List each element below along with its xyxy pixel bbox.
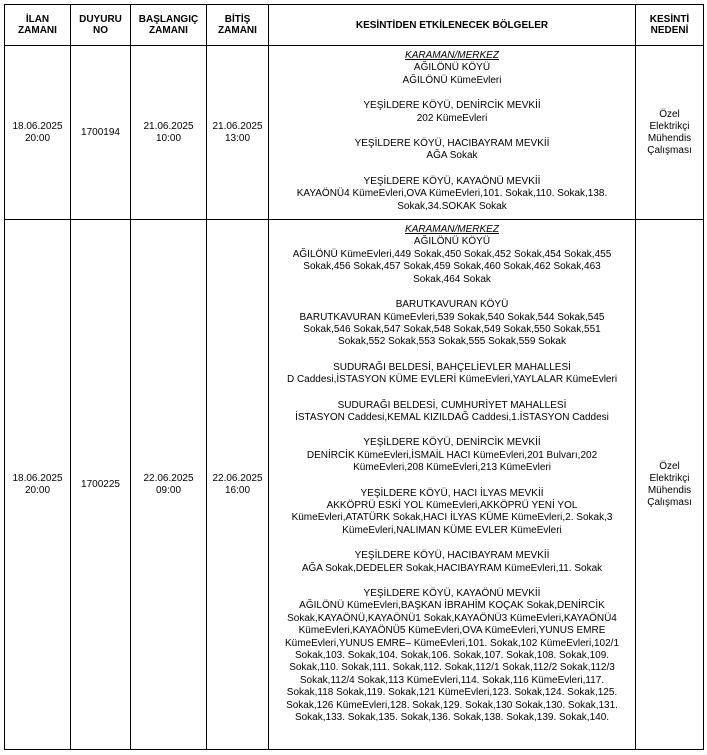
header-bitis-zamani: BİTİŞ ZAMANI xyxy=(207,5,269,46)
header-kesinti-nedeni: KESİNTİ NEDENİ xyxy=(636,5,704,46)
region-detail-line: Sokak,110. Sokak,111. Sokak,112. Sokak,112/1 Sokak,112/2 Sokak,112/3 xyxy=(289,662,615,674)
outage-table xyxy=(4,4,704,750)
region-detail-line: Sokak,118 Sokak,119. Sokak,121 KümeEvleri,123. Sokak,124. Sokak,125. xyxy=(286,687,618,699)
region-heading: SUDURAĞI BELDESİ, CUMHURİYET MAHALLESİ xyxy=(337,399,567,411)
region-heading: SUDURAĞI BELDESİ, BAHÇELİEVLER MAHALLESİ xyxy=(333,361,571,373)
region-detail-line: 202 KümeEvleri xyxy=(416,112,488,124)
ilan-zamani-cell: 18.06.2025 20:00 xyxy=(5,46,71,220)
region-detail-line: Sokak,126 KümeEvleri,128. Sokak,129. Sokak,130 Sokak,130. Sokak,131. xyxy=(286,699,618,711)
region-block xyxy=(277,362,627,387)
region-block xyxy=(277,100,627,125)
region-detail-line: DENİRCİK KümeEvleri,İSMAİL HACI KümeEvleri,201 Bulvarı,202 xyxy=(306,449,598,461)
region-heading: YEŞİLDERE KÖYÜ, KAYAÖNÜ MEVKİİ xyxy=(363,588,541,599)
bitis-zamani-cell: 21.06.2025 13:00 xyxy=(207,46,269,220)
region-detail-line: KAYAÖNÜ4 KümeEvleri,OVA KümeEvleri,101. Sokak,110. Sokak,138. xyxy=(296,188,608,200)
kesinti-nedeni-cell: Özel Elektrikçi Mühendis Çalışması xyxy=(636,46,704,220)
baslangic-zamani-cell: 21.06.2025 10:00 xyxy=(131,46,207,220)
region-block xyxy=(277,588,627,724)
region-block xyxy=(277,488,627,538)
bitis-zamani-cell: 22.06.2025 16:00 xyxy=(207,220,269,750)
region-block xyxy=(277,400,627,425)
header-etkilenecek-bolgeler: KESİNTİDEN ETKİLENECEK BÖLGELER xyxy=(269,5,636,46)
region-block xyxy=(277,236,627,286)
region-detail-line: KümeEvleri,208 KümeEvleri,213 KümeEvleri xyxy=(353,462,551,474)
region-detail-line: Sokak,KAYAÖNÜ,KAYAÖNÜ1 Sokak,KAYAÖNÜ3 KümeEvleri,KAYAÖNÜ4 xyxy=(287,612,617,624)
region-detail-line: Sokak,112/4 Sokak,113 KümeEvleri,114. Sokak,116 KümeEvleri,117. xyxy=(299,674,605,686)
region-block xyxy=(277,176,627,213)
affected-regions-cell xyxy=(269,220,636,750)
region-heading: YEŞİLDERE KÖYÜ, HACIBAYRAM MEVKİİ xyxy=(354,550,550,562)
baslangic-zamani-cell: 22.06.2025 09:00 xyxy=(131,220,207,750)
region-detail-line: KümeEvleri,NALIMAN KÜME EVLER KümeEvleri xyxy=(342,524,562,536)
region-detail-line: Sokak,546 Sokak,547 Sokak,548 Sokak,549 Sokak,550 Sokak,551 xyxy=(303,323,601,335)
region-detail-line: AĞA Sokak xyxy=(426,150,478,162)
ilan-zamani-cell: 18.06.2025 20:00 xyxy=(5,220,71,750)
region-heading: BARUTKAVURAN KÖYÜ xyxy=(395,299,509,311)
duyuru-no-cell: 1700194 xyxy=(71,46,131,220)
region-detail-line: Sokak,464 Sokak xyxy=(413,273,491,285)
region-title: KARAMAN/MERKEZ xyxy=(405,224,499,236)
table-row xyxy=(5,46,704,220)
affected-regions-cell xyxy=(269,46,636,220)
region-heading: AĞILÖNÜ KÖYÜ xyxy=(413,62,491,74)
region-heading: YEŞİLDERE KÖYÜ, KAYAÖNÜ MEVKİİ xyxy=(363,175,541,187)
region-detail-line: Sokak,133. Sokak,135. Sokak,136. Sokak,138. Sokak,139. Sokak,140. xyxy=(294,712,610,724)
region-detail-line: D Caddesi,İSTASYON KÜME EVLERİ KümeEvleri,YAYLALAR KümeEvleri xyxy=(286,374,618,386)
region-title: KARAMAN/MERKEZ xyxy=(405,50,499,61)
header-duyuru-no: DUYURU NO xyxy=(71,5,131,46)
header-baslangic-zamani: BAŞLANGIÇ ZAMANI xyxy=(131,5,207,46)
header-row xyxy=(5,5,704,46)
region-detail-line: Sokak,103. Sokak,104. Sokak,106. Sokak,107. Sokak,108. Sokak,109. xyxy=(294,650,610,662)
region-block xyxy=(277,437,627,474)
region-detail-line: BARUTKAVURAN KümeEvleri,539 Sokak,540 Sokak,544 Sokak,545 xyxy=(299,311,605,323)
region-block xyxy=(277,138,627,163)
region-heading: AĞILÖNÜ KÖYÜ xyxy=(413,236,491,248)
region-detail-line: KümeEvleri,ATATÜRK Sokak,HACI İLYAS KÜME KümeEvleri,2. Sokak,3 xyxy=(291,512,613,524)
region-detail-line: KümeEvleri,KAYAÖNÜ5 KümeEvleri,OVA KümeEvleri,YUNUS EMRE xyxy=(298,625,606,637)
region-block xyxy=(277,299,627,349)
region-detail-line: Sokak,552 Sokak,553 Sokak,555 Sokak,559 Sokak xyxy=(338,336,566,348)
region-block xyxy=(277,550,627,575)
region-heading: YEŞİLDERE KÖYÜ, DENİRCİK MEVKİİ xyxy=(363,437,541,449)
region-detail-line: AKKÖPRÜ ESKİ YOL KümeEvleri,AKKÖPRÜ YENİ YOL xyxy=(326,499,578,511)
region-detail-line: KümeEvleri,YUNUS EMRE– KümeEvleri,101. Sokak,102 KümeEvleri,102/1 xyxy=(284,637,620,649)
region-detail-line: AĞILÖNÜ KümeEvleri,BAŞKAN İBRAHİM KOÇAK Sokak,DENİRCİK xyxy=(299,600,605,612)
region-heading: YEŞİLDERE KÖYÜ, HACI İLYAS MEVKİİ xyxy=(360,487,544,499)
header-ilan-zamani: İLAN ZAMANI xyxy=(5,5,71,46)
region-detail-line: İSTASYON Caddesi,KEMAL KIZILDAĞ Caddesi,1.İSTASYON Caddesi xyxy=(295,411,609,423)
region-detail-line: AĞILÖNÜ KümeEvleri xyxy=(402,74,502,86)
region-heading: YEŞİLDERE KÖYÜ, HACIBAYRAM MEVKİİ xyxy=(354,138,550,150)
region-detail-line: Sokak,34.SOKAK Sokak xyxy=(397,200,507,212)
table-row xyxy=(5,220,704,750)
region-heading: YEŞİLDERE KÖYÜ, DENİRCİK MEVKİİ xyxy=(363,100,541,112)
region-block xyxy=(277,62,627,87)
duyuru-no-cell: 1700225 xyxy=(71,220,131,750)
region-detail-line: AĞILÖNÜ KümeEvleri,449 Sokak,450 Sokak,452 Sokak,454 Sokak,455 xyxy=(292,248,612,260)
kesinti-nedeni-cell: Özel Elektrikçi Mühendis Çalışması xyxy=(636,220,704,750)
region-detail-line: AĞA Sokak,DEDELER Sokak,HACIBAYRAM KümeEvleri,11. Sokak xyxy=(301,562,603,574)
region-detail-line: Sokak,456 Sokak,457 Sokak,459 Sokak,460 Sokak,462 Sokak,463 xyxy=(303,261,601,273)
